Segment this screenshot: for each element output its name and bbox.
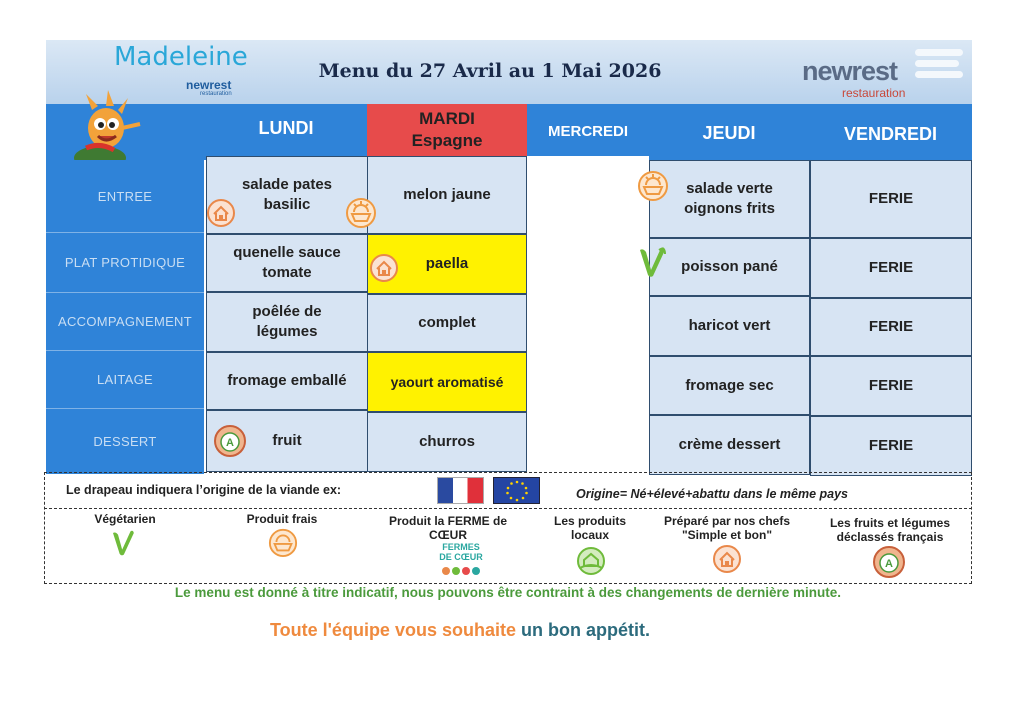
disclaimer-text: Le menu est donné à titre indicatif, nous pouvons être contraint à des changements de dernière minute.: [174, 585, 842, 600]
cell-mardi-plat: paella: [367, 234, 527, 294]
cell-vendredi-plat: FERIE: [810, 238, 972, 298]
cell-mardi-dessert: churros: [367, 412, 527, 472]
day-mardi-theme: Espagne: [411, 131, 483, 150]
sun-basket-icon: [268, 526, 298, 563]
ferme-logo-line2: DE CŒUR: [439, 552, 483, 562]
sun-basket-icon: [345, 195, 377, 234]
row-label-laitage: LAITAGE: [46, 350, 204, 408]
cell-lundi-accompagnement: poêlée de légumes: [206, 292, 368, 352]
a-badge-icon: [214, 425, 246, 462]
legend-vegetarien: Végétarien: [94, 512, 156, 526]
brand-newrest-small: newrest: [186, 78, 232, 92]
legend-origin-text: Origine= Né+élevé+abattu dans le même pays: [576, 487, 849, 501]
brand-restauration-logo: restauration: [842, 86, 906, 100]
vegetarian-v-icon: [108, 528, 138, 563]
cell-vendredi-dessert: FERIE: [810, 416, 972, 476]
flag-eu-icon: [493, 477, 540, 504]
legend-produit-frais: Produit frais: [246, 512, 318, 526]
cell-lundi-entree: salade pates basilic: [206, 156, 368, 234]
ferme-coeur-veg-icon: [440, 564, 482, 583]
row-label-dessert: DESSERT: [46, 408, 204, 474]
vegetarian-v-icon: [637, 244, 667, 285]
cell-jeudi-plat: poisson pané: [649, 238, 810, 296]
legend-chefs: Préparé par nos chefs "Simple et bon": [663, 514, 791, 542]
row-label-plat: PLAT PROTIDIQUE: [46, 232, 204, 292]
house-icon: [369, 253, 399, 288]
menu-title: Menu du 27 Avril au 1 Mai 2026: [318, 60, 662, 82]
svg-text:A: A: [226, 437, 234, 449]
cell-jeudi-entree: salade verte oignons frits: [649, 160, 810, 238]
house-icon: [206, 198, 236, 233]
mercredi-empty-column: [527, 156, 649, 474]
brand-madeleine: Madeleine: [114, 42, 248, 72]
row-label-accompagnement: ACCOMPAGNEMENT: [46, 292, 204, 350]
cell-lundi-dessert: fruit: [206, 410, 368, 472]
cell-lundi-laitage: fromage emballé: [206, 352, 368, 410]
bon-appetit-message: [270, 620, 650, 641]
cell-jeudi-accompagnement: haricot vert: [649, 296, 810, 356]
day-vendredi: VENDREDI: [843, 124, 937, 144]
day-mercredi: MERCREDI: [547, 123, 628, 140]
svg-text:A: A: [885, 558, 893, 570]
ferme-logo-line1: FERMES: [442, 542, 480, 552]
brand-newrest-logo: newrest: [802, 56, 898, 86]
cell-mardi-accompagnement: complet: [367, 294, 527, 352]
wish-part2: un bon appétit.: [515, 620, 650, 640]
cell-vendredi-accompagnement: FERIE: [810, 298, 972, 356]
day-mardi: [367, 104, 527, 156]
wish-part1: Toute l'équipe vous souhaite: [270, 620, 516, 640]
cell-vendredi-laitage: FERIE: [810, 356, 972, 416]
house-icon: [712, 544, 742, 579]
day-mardi-label: MARDI: [419, 109, 475, 128]
cell-jeudi-dessert: crème dessert: [649, 415, 810, 475]
newrest-bars-icon: [915, 49, 963, 82]
ferme-coeur-logo: [436, 542, 486, 562]
cell-mardi-entree: melon jaune: [367, 156, 527, 234]
legend-divider: [44, 508, 972, 509]
row-label-entree: ENTREE: [46, 160, 204, 232]
legend-flag-text: Le drapeau indiquera l’origine de la viande ex:: [66, 483, 342, 497]
legend-declasses: Les fruits et légumes déclassés français: [829, 516, 951, 544]
day-lundi: LUNDI: [258, 118, 314, 138]
flag-fr-icon: [437, 477, 484, 504]
cell-mardi-laitage: yaourt aromatisé: [367, 352, 527, 412]
cell-jeudi-laitage: fromage sec: [649, 356, 810, 415]
cell-lundi-plat: quenelle sauce tomate: [206, 234, 368, 292]
day-jeudi: JEUDI: [702, 123, 756, 143]
cell-vendredi-entree: FERIE: [810, 160, 972, 238]
sun-basket-icon: [637, 168, 669, 207]
legend-ferme-coeur: Produit la FERME de CŒUR: [388, 514, 507, 542]
legend-produits-locaux: Les produits locaux: [553, 514, 626, 542]
local-products-icon: [576, 546, 606, 581]
brand-restauration-small: restauration: [200, 91, 232, 97]
a-badge-icon: [873, 546, 905, 583]
